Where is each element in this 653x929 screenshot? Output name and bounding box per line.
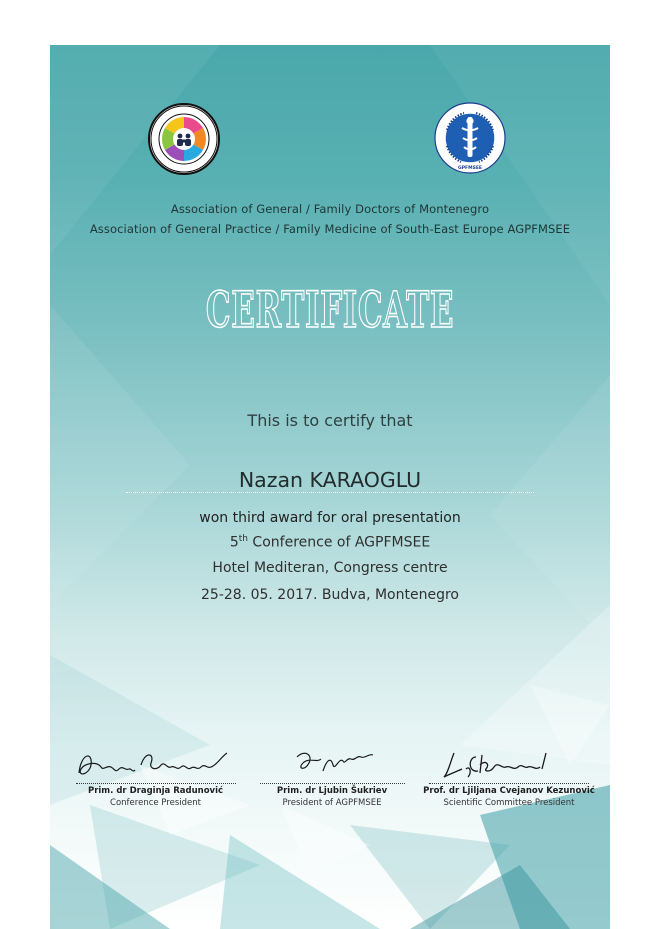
signature-block-agpfmsee-president (248, 743, 416, 808)
award-text: won third award for oral presentation (199, 510, 461, 526)
montenegro-association-logo (148, 103, 220, 179)
agpfmsee-logo-label: GPFMSEE (458, 166, 482, 171)
recipient-dotted-line (126, 492, 534, 493)
association-line-1: Association of General / Family Doctors of Montenegro (170, 202, 490, 216)
signature-block-conference-president (68, 743, 243, 808)
signature-2-line (260, 783, 405, 784)
signature-2-name: Prim. dr Ljubin Šukriev (276, 786, 388, 796)
recipient-name: Nazan KARAOGLU (238, 468, 422, 492)
signature-3-role: Scientific Committee President (443, 798, 575, 808)
signature-3-icon (424, 743, 594, 783)
signature-2-role: President of AGPFMSEE (282, 798, 382, 808)
montenegro-seal-icon (148, 103, 220, 175)
signature-1-name: Prim. dr Draginja Radunović (87, 786, 224, 796)
association-line-2: Association of General Practice / Family Medicine of South-East Europe AGPFMSEE (89, 222, 571, 236)
conference-ordinal: 5 (229, 534, 239, 551)
agpfmsee-logo (434, 102, 506, 178)
signature-1-role: Conference President (110, 798, 201, 808)
conference-ordinal-suffix: th (238, 534, 248, 544)
signature-block-scientific-committee-president (418, 743, 600, 808)
signature-1-line (76, 783, 236, 784)
certify-text: This is to certify that (247, 411, 413, 430)
signature-2-icon (257, 743, 407, 783)
certificate (50, 45, 610, 929)
certificate-title: CERTIFICATE (205, 280, 455, 339)
signature-3-line (429, 783, 589, 784)
signature-1-icon (71, 743, 241, 783)
signature-3-name: Prof. dr Ljiljana Cvejanov Kezunović (423, 786, 595, 796)
conference-line (50, 534, 610, 551)
venue-text: Hotel Mediteran, Congress centre (212, 560, 448, 576)
dates-text: 25-28. 05. 2017. Budva, Montenegro (201, 587, 459, 603)
agpfmsee-seal-icon (434, 102, 506, 174)
conference-name: Conference of AGPFMSEE (247, 534, 431, 551)
